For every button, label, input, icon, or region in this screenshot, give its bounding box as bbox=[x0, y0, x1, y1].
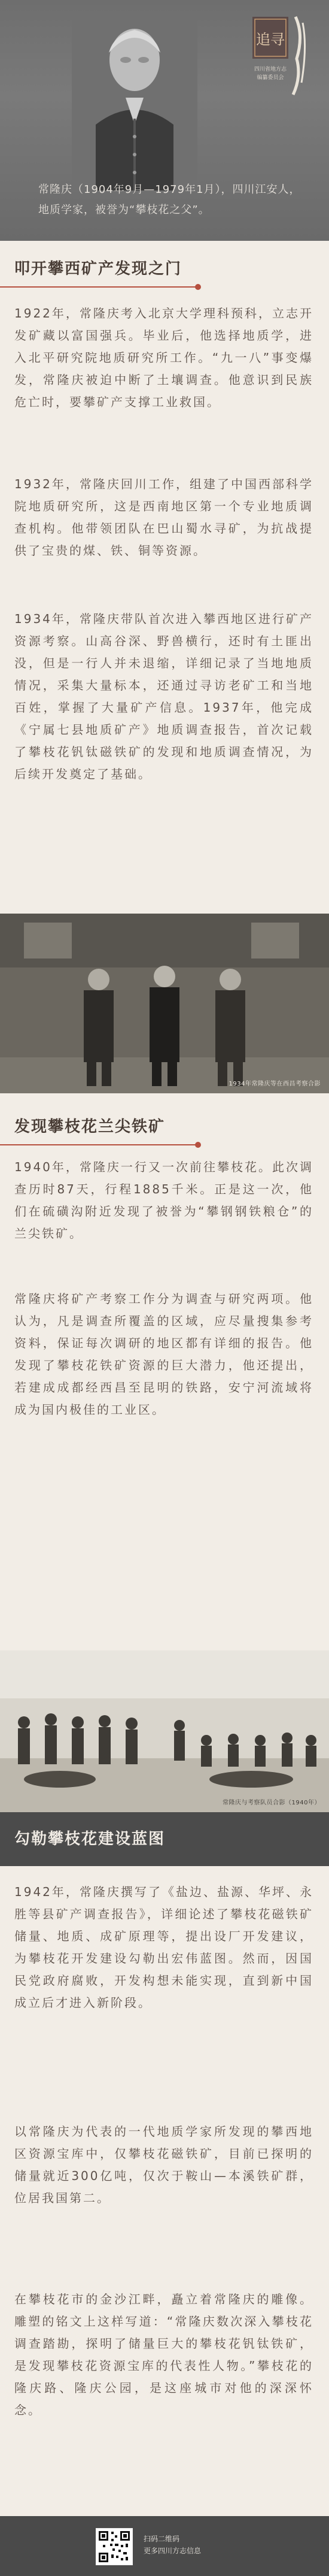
hero-banner bbox=[0, 0, 329, 241]
divider-dot-icon bbox=[195, 1142, 201, 1148]
svg-text:四川省地方志: 四川省地方志 bbox=[254, 66, 287, 72]
historical-photo-2 bbox=[0, 1650, 329, 1812]
section1-paragraph-2: 1932年，常隆庆回川工作，组建了中国西部科学院地质研究所，这是西南地区第一个专业地质调查机构。他带领团队在巴山蜀水寻矿，为抗战提供了宝贵的煤、铁、铜等资源。 bbox=[14, 477, 313, 558]
section-title: 勾勒攀枝花建设蓝图 bbox=[14, 1830, 166, 1848]
photo-caption: 1934年常隆庆等在西昌考察合影 bbox=[229, 1081, 321, 1087]
historical-photo-1 bbox=[0, 914, 329, 1093]
section2-paragraph-2: 常隆庆将矿产考察工作分为调查与研究两项。他认为，凡是调查所覆盖的区域，应尽量搜集参考资料，保证每次调研的地区都有详细的报告。他发现了攀枝花铁矿资源的巨大潜力，他还提出，若建成成都经西昌至昆明的铁路，安宁河流域将成为国内极佳的工业区。 bbox=[14, 1292, 313, 1417]
logo-seal bbox=[246, 11, 312, 101]
svg-text:编纂委员会: 编纂委员会 bbox=[257, 75, 284, 81]
group-photo-image bbox=[0, 914, 329, 1093]
hero-caption: 常隆庆（1904年9月—1979年1月），四川江安人，地质学家，被誉为“攀枝花之父”。 bbox=[38, 183, 301, 216]
footer-line-1: 扫码二维码 bbox=[144, 2535, 180, 2543]
portrait-photo bbox=[72, 11, 197, 191]
section-title: 叩开攀西矿产发现之门 bbox=[14, 260, 182, 278]
svg-text:追寻: 追寻 bbox=[256, 31, 285, 48]
qr-code-icon[interactable] bbox=[96, 2528, 133, 2565]
section3-paragraph-2: 以常隆庆为代表的一代地质学家所发现的攀西地区资源宝库中，仅攀枝花磁铁矿，目前已探明的储量就近300亿吨，仅次于鞍山—本溪铁矿群，位居我国第二。 bbox=[14, 2124, 313, 2205]
section3-paragraph-3: 在攀枝花市的金沙江畔，矗立着常隆庆的雕像。雕塑的铭文上这样写道：“常隆庆数次深入攀枝花调查踏勘，探明了储量巨大的攀枝花钒钛铁矿，是发现攀枝花资源宝库的代表性人物。”攀枝花的隆庆路、隆庆公园，是这座城市对他的深深怀念。 bbox=[14, 2292, 313, 2417]
section-header-1 bbox=[0, 256, 329, 292]
photo-caption: 常隆庆与考察队员合影（1940年） bbox=[223, 1800, 321, 1806]
section-header-3 bbox=[0, 1812, 329, 1866]
section1-paragraph-3: 1934年，常隆庆带队首次进入攀西地区进行矿产资源考察。山高谷深、野兽横行，还时有土匪出没，但是一行人并未退缩，详细记录了当地地质情况，采集大量标本，还通过寻访老矿工和当地百姓，掌握了大量矿产信息。1937年，他完成《宁属七县地质矿产》地质调查报告，首次记载了攀枝花钒钛磁铁矿的发现和地质调查情况，为后续开发奠定了基础。 bbox=[14, 612, 313, 781]
section-divider bbox=[0, 286, 197, 288]
section-divider bbox=[0, 1144, 197, 1145]
footer-line-2: 更多四川方志信息 bbox=[144, 2547, 202, 2555]
section1-paragraph-1: 1922年，常隆庆考入北京大学理科预科，立志开发矿藏以富国强兵。毕业后，他选择地质学，进入北平研究院地质研究所工作。“九一八”事变爆发，常隆庆被迫中断了土壤调查。他意识到民族危亡时，要攀矿产支撑工业救国。 bbox=[14, 306, 313, 409]
divider-dot-icon bbox=[195, 284, 201, 290]
footer-text bbox=[144, 2533, 201, 2557]
section3-paragraph-1: 1942年，常隆庆撰写了《盐边、盐源、华坪、永胜等县矿产调查报告》，详细论述了攀枝花磁铁矿储量、地质、成矿原理等，提出设厂开发建议，为攀枝花开发建设勾勒出宏伟蓝图。然而，因国民党政府腐败，开发构想未能实现，直到新中国成立后才进入新阶段。 bbox=[14, 1885, 313, 2010]
section-header-2 bbox=[0, 1114, 329, 1150]
footer bbox=[0, 2516, 329, 2576]
section-title: 发现攀枝花兰尖铁矿 bbox=[14, 1118, 166, 1136]
expedition-photo-image bbox=[0, 1650, 329, 1812]
section2-paragraph-1: 1940年，常隆庆一行又一次前往攀枝花。此次调查历时87天，行程1885千米。正是这一次，他们在硫磺沟附近发现了被誉为“攀钢钢铁粮仓”的兰尖铁矿。 bbox=[14, 1160, 313, 1241]
